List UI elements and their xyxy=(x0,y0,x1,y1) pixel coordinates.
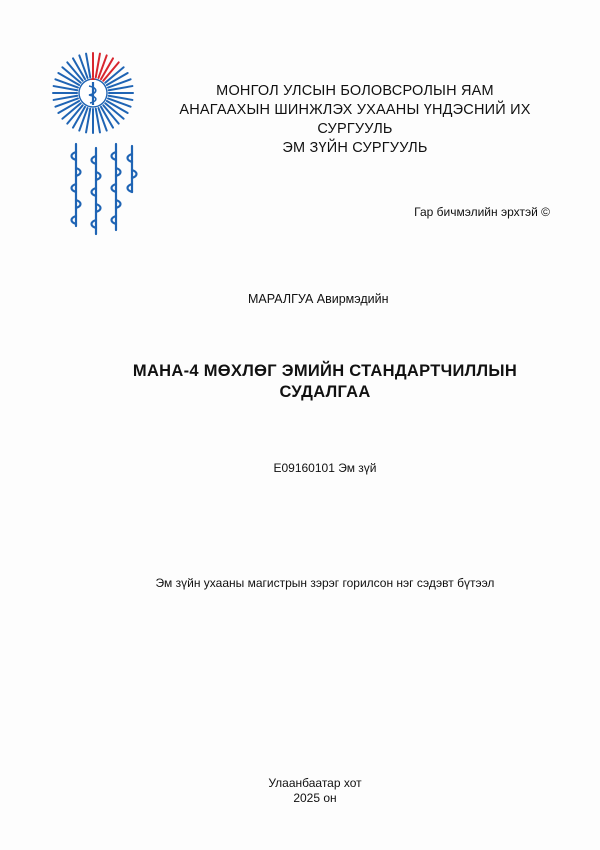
copyright-notice: Гар бичмэлийн эрхтэй © xyxy=(414,205,550,219)
thesis-title xyxy=(100,361,550,403)
program-code: E09160101 Эм зүй xyxy=(273,461,377,475)
thesis-title-line-2: СУДАЛГАА xyxy=(279,383,371,401)
university-name: АНАГААХЫН ШИНЖЛЭХ УХААНЫ ҮНДЭСНИЙ ИХ СУРГУУЛЬ xyxy=(179,102,531,137)
mongolian-script-icon xyxy=(62,140,142,238)
university-emblem-icon xyxy=(52,52,134,134)
school-name: ЭМ ЗҮЙН СУРГУУЛЬ xyxy=(282,140,428,156)
institution-header xyxy=(150,82,560,158)
degree-note: Эм зүйн ухааны магистрын зэрэг горилсон нэг сэдэвт бүтээл xyxy=(155,576,495,590)
author-name: МАРАЛГУА Авирмэдийн xyxy=(248,292,389,306)
city: Улаанбаатар хот xyxy=(268,776,362,790)
place-and-year xyxy=(220,776,410,806)
ministry-name: МОНГОЛ УЛСЫН БОЛОВСРОЛЫН ЯАМ xyxy=(216,83,494,99)
thesis-title-line-1: МАНА-4 МӨХЛӨГ ЭМИЙН СТАНДАРТЧИЛЛЫН xyxy=(132,362,518,380)
year: 2025 он xyxy=(293,791,337,805)
